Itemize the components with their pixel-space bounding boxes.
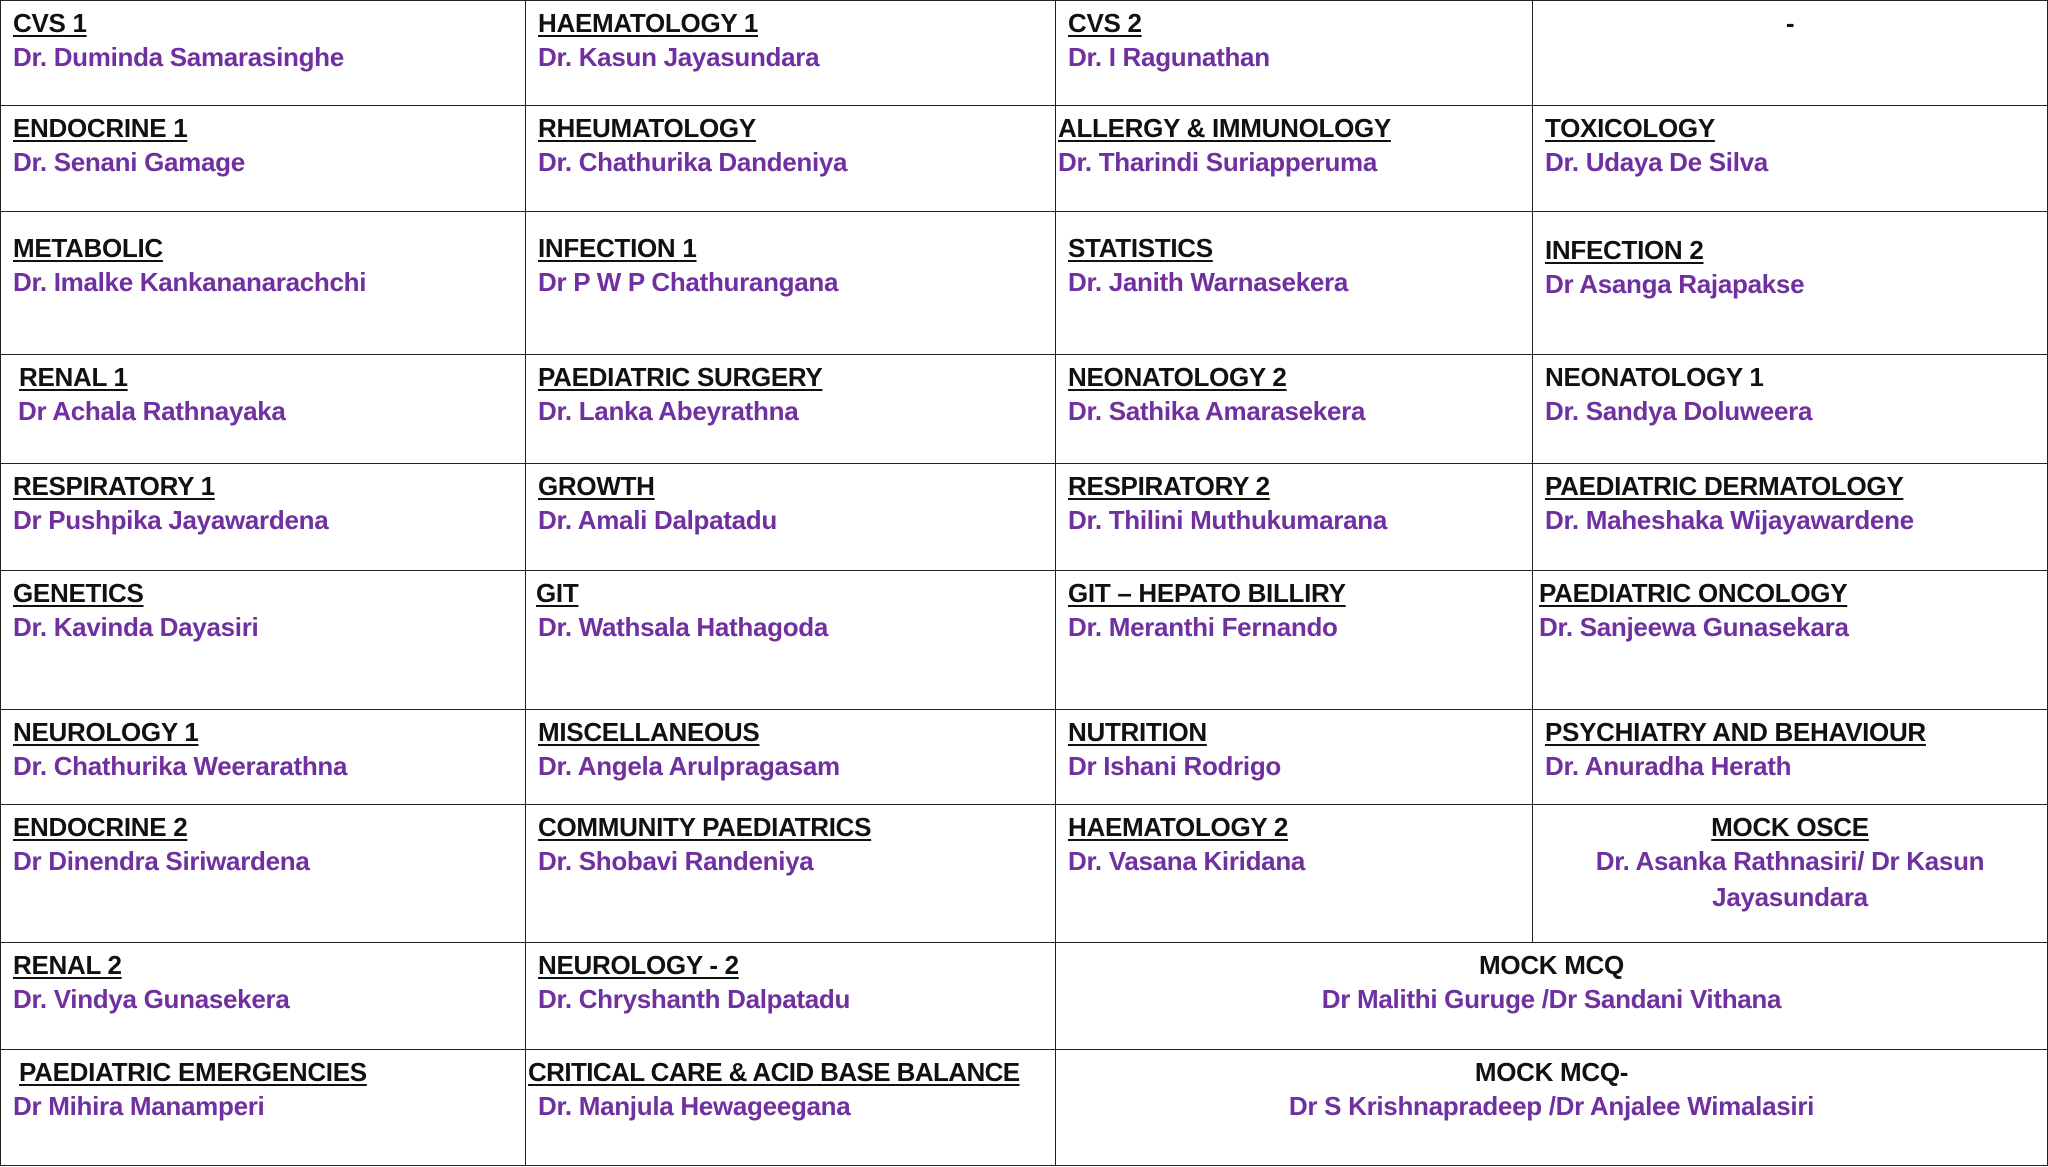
session-title: NEONATOLOGY 1 (1545, 362, 1764, 392)
session-title: NEONATOLOGY 2 (1068, 362, 1287, 392)
session-title: METABOLIC (13, 233, 163, 263)
lecturer-name: Dr. Anuradha Herath (1545, 751, 1792, 781)
lecturer-name: Dr Dinendra Siriwardena (13, 846, 310, 876)
table-row (1, 1, 2048, 106)
session-title: ENDOCRINE 2 (13, 812, 188, 842)
session-title: CVS 2 (1068, 8, 1142, 38)
session-title: GENETICS (13, 578, 144, 608)
session-cell (1, 1, 526, 106)
lecturer-name: Dr. Maheshaka Wijayawardene (1545, 505, 1914, 535)
session-title: HAEMATOLOGY 2 (1068, 812, 1289, 842)
session-cell (1, 943, 526, 1050)
session-title: CVS 1 (13, 8, 87, 38)
session-title: COMMUNITY PAEDIATRICS (538, 812, 872, 842)
session-cell (1056, 106, 1533, 212)
session-title: MOCK OSCE (1711, 812, 1869, 842)
session-cell (1, 805, 526, 943)
lecturer-name: Dr. Vasana Kiridana (1068, 846, 1306, 876)
session-title: NUTRITION (1068, 717, 1207, 747)
session-title: RENAL 2 (13, 950, 122, 980)
lecturer-name: Dr. Asanka Rathnasiri/ Dr Kasun Jayasundara (1595, 846, 1985, 912)
table-row (1, 571, 2048, 710)
session-cell (1533, 571, 2048, 710)
lecturer-name: Dr. Sandya Doluweera (1545, 396, 1813, 426)
session-title: PAEDIATRIC DERMATOLOGY (1545, 471, 1904, 501)
session-title: MISCELLANEOUS (538, 717, 760, 747)
lecturer-name: Dr Pushpika Jayawardena (13, 505, 329, 535)
session-cell (1, 464, 526, 571)
session-title: PAEDIATRIC SURGERY (538, 362, 823, 392)
session-cell (526, 943, 1056, 1050)
session-title: NEUROLOGY 1 (13, 717, 199, 747)
session-cell (1056, 571, 1533, 710)
session-cell (526, 355, 1056, 464)
session-title: RENAL 1 (19, 362, 128, 392)
lecturer-name: Dr. Sathika Amarasekera (1068, 396, 1366, 426)
session-cell (1533, 710, 2048, 805)
session-title: RESPIRATORY 1 (13, 471, 215, 501)
session-title: GROWTH (538, 471, 655, 501)
session-cell (1, 1050, 526, 1166)
session-cell (1533, 212, 2048, 355)
lecturer-name: Dr Mihira Manamperi (13, 1091, 265, 1121)
table-row (1, 805, 2048, 943)
session-title: ALLERGY & IMMUNOLOGY (1058, 113, 1391, 143)
lecturer-name: Dr. Manjula Hewageegana (538, 1091, 851, 1121)
session-cell (1533, 106, 2048, 212)
lecturer-name: Dr Ishani Rodrigo (1068, 751, 1282, 781)
table-row (1, 943, 2048, 1050)
session-cell (1056, 710, 1533, 805)
lecturer-name: Dr P W P Chathurangana (538, 267, 839, 297)
session-cell (1, 710, 526, 805)
session-cell (1533, 355, 2048, 464)
table-row (1, 355, 2048, 464)
table-row (1, 106, 2048, 212)
session-cell (1, 212, 526, 355)
session-cell (526, 1, 1056, 106)
session-title: ENDOCRINE 1 (13, 113, 188, 143)
session-cell (526, 1050, 1056, 1166)
session-cell (1533, 1, 2048, 106)
session-title: TOXICOLOGY (1545, 113, 1715, 143)
lecturer-name: Dr Achala Rathnayaka (18, 396, 286, 426)
lecturer-name: Dr. Meranthi Fernando (1068, 612, 1338, 642)
session-cell (1, 106, 526, 212)
session-title: RESPIRATORY 2 (1068, 471, 1270, 501)
session-cell (526, 212, 1056, 355)
session-cell (526, 106, 1056, 212)
table-row (1, 710, 2048, 805)
lecturer-name: Dr. I Ragunathan (1068, 42, 1270, 72)
session-cell (1056, 212, 1533, 355)
lecturer-name: Dr S Krishnapradeep /Dr Anjalee Wimalasiri (1288, 1091, 1815, 1121)
session-title: GIT – HEPATO BILLIRY (1068, 578, 1346, 608)
lecturer-name: Dr. Chryshanth Dalpatadu (538, 984, 851, 1014)
session-cell (526, 710, 1056, 805)
session-title: HAEMATOLOGY 1 (538, 8, 759, 38)
lecturer-name: Dr. Sanjeewa Gunasekara (1539, 612, 1849, 642)
table-row (1, 212, 2048, 355)
session-title: NEUROLOGY - 2 (538, 950, 739, 980)
session-cell (1056, 464, 1533, 571)
session-cell (1056, 1, 1533, 106)
session-title: PAEDIATRIC EMERGENCIES (19, 1057, 367, 1087)
table-row (1, 1050, 2048, 1166)
session-cell (1056, 355, 1533, 464)
session-title: CRITICAL CARE & ACID BASE BALANCE (528, 1057, 1020, 1087)
session-cell (1533, 805, 2048, 943)
session-title: INFECTION 1 (538, 233, 697, 263)
session-title: STATISTICS (1068, 233, 1213, 263)
table-row (1, 464, 2048, 571)
lecturer-name: Dr. Amali Dalpatadu (538, 505, 777, 535)
session-cell (1056, 1050, 2048, 1166)
session-cell (1056, 805, 1533, 943)
session-cell (1, 571, 526, 710)
lecturer-name: Dr. Janith Warnasekera (1068, 267, 1349, 297)
session-title: PAEDIATRIC ONCOLOGY (1539, 578, 1848, 608)
session-cell (1533, 464, 2048, 571)
session-cell (1, 355, 526, 464)
session-cell (526, 464, 1056, 571)
session-cell (526, 805, 1056, 943)
session-title: MOCK MCQ- (1474, 1057, 1629, 1087)
session-title: INFECTION 2 (1545, 235, 1704, 265)
session-title: PSYCHIATRY AND BEHAVIOUR (1545, 717, 1926, 747)
lecturer-name: Dr. Shobavi Randeniya (538, 846, 814, 876)
lecturer-name: Dr Malithi Guruge /Dr Sandani Vithana (1321, 984, 1782, 1014)
lecturer-name: Dr. Duminda Samarasinghe (13, 42, 344, 72)
lecturer-name: Dr. Udaya De Silva (1545, 147, 1768, 177)
lecturer-name: Dr Asanga Rajapakse (1545, 269, 1805, 299)
lecturer-name: Dr. Senani Gamage (13, 147, 245, 177)
lecturer-name: Dr. Chathurika Weerarathna (13, 751, 348, 781)
lecturer-name: Dr. Chathurika Dandeniya (538, 147, 848, 177)
lecturer-name: Dr. Imalke Kankananarachchi (13, 267, 367, 297)
session-title: RHEUMATOLOGY (538, 113, 756, 143)
lecturer-name: Dr. Vindya Gunasekera (13, 984, 290, 1014)
lecturer-name: Dr. Tharindi Suriapperuma (1058, 147, 1378, 177)
session-cell (1056, 943, 2048, 1050)
session-cell (526, 571, 1056, 710)
lecturer-name: Dr. Lanka Abeyrathna (538, 396, 799, 426)
session-title: MOCK MCQ (1479, 950, 1624, 980)
session-title: - (1785, 8, 1795, 38)
lecturer-name: Dr. Thilini Muthukumarana (1068, 505, 1387, 535)
lecturer-name: Dr. Kavinda Dayasiri (13, 612, 259, 642)
lecturer-name: Dr. Wathsala Hathagoda (538, 612, 829, 642)
lecturer-name: Dr. Angela Arulpragasam (538, 751, 840, 781)
session-title: GIT (536, 578, 579, 608)
lecturer-name: Dr. Kasun Jayasundara (538, 42, 820, 72)
